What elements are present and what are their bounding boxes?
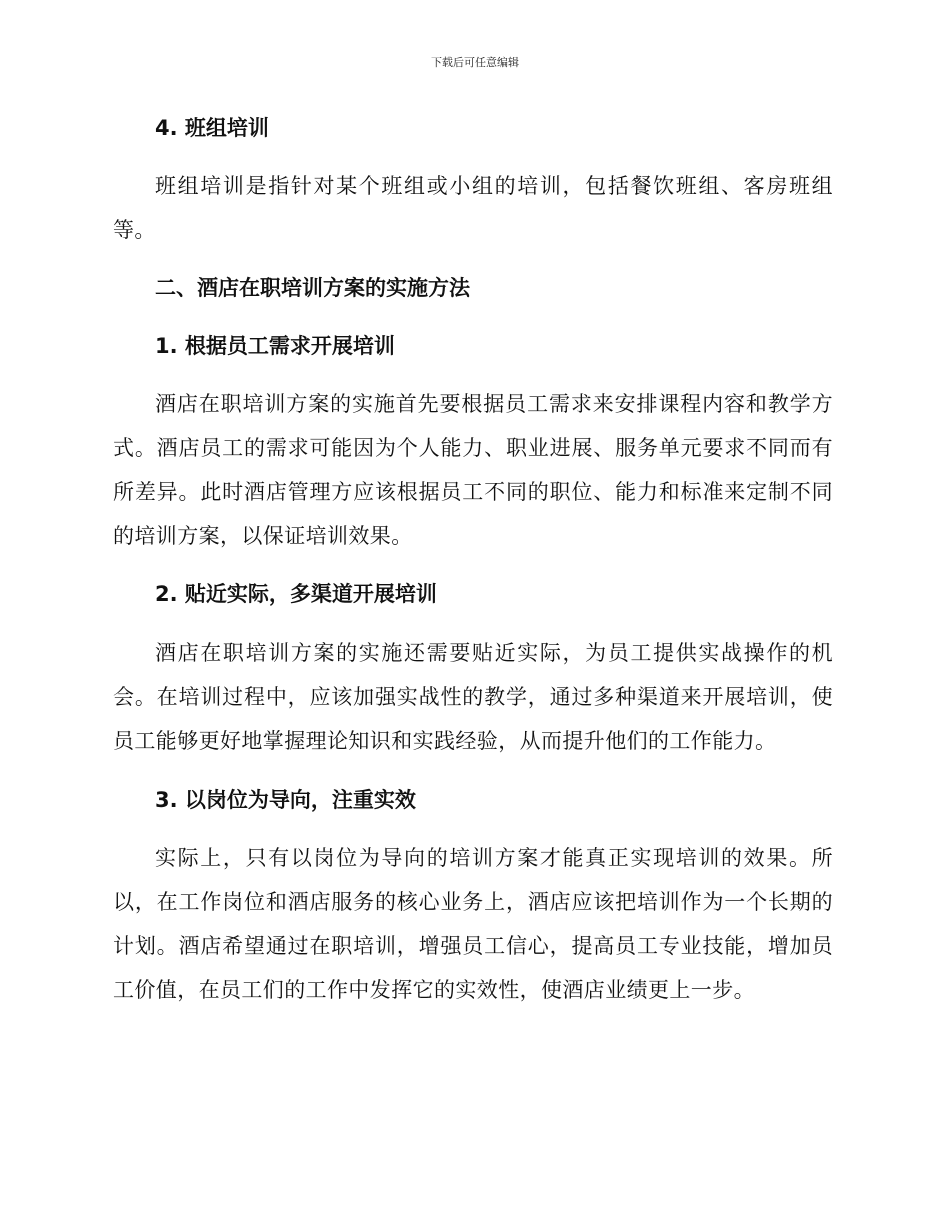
heading-section-implementation: 二、酒店在职培训方案的实施方法 <box>155 276 470 300</box>
paragraph-team-training: 班组培训是指针对某个班组或小组的培训，包括餐饮班组、客房班组等。 <box>113 174 833 242</box>
paragraph-method-3: 实际上，只有以岗位为导向的培训方案才能真正实现培训的效果。所以，在工作岗位和酒店服务的核心业务上，酒店应该把培训作为一个长期的计划。酒店希望通过在职培训，增强员工信心，提高员工专业技能，增加员工价值，在员工们的工作中发挥它的实效性，使酒店业绩更上一步。 <box>113 846 833 1002</box>
heading-method-1: 1. 根据员工需求开展培训 <box>155 334 395 358</box>
paragraph-method-2: 酒店在职培训方案的实施还需要贴近实际，为员工提供实战操作的机会。在培训过程中，应该加强实战性的教学，通过多种渠道来开展培训，使员工能够更好地掌握理论知识和实践经验，从而提升他们的工作能力。 <box>113 641 833 753</box>
paragraph-method-1: 酒店在职培训方案的实施首先要根据员工需求来安排课程内容和教学方式。酒店员工的需求可能因为个人能力、职业进展、服务单元要求不同而有所差异。此时酒店管理方应该根据员工不同的职位、能力和标准来定制不同的培训方案，以保证培训效果。 <box>113 392 833 548</box>
heading-method-3: 3. 以岗位为导向，注重实效 <box>155 788 416 812</box>
heading-method-2: 2. 贴近实际，多渠道开展培训 <box>155 582 437 606</box>
header-note: 下载后可任意编辑 <box>431 56 519 69</box>
heading-team-training: 4. 班组培训 <box>155 116 269 140</box>
